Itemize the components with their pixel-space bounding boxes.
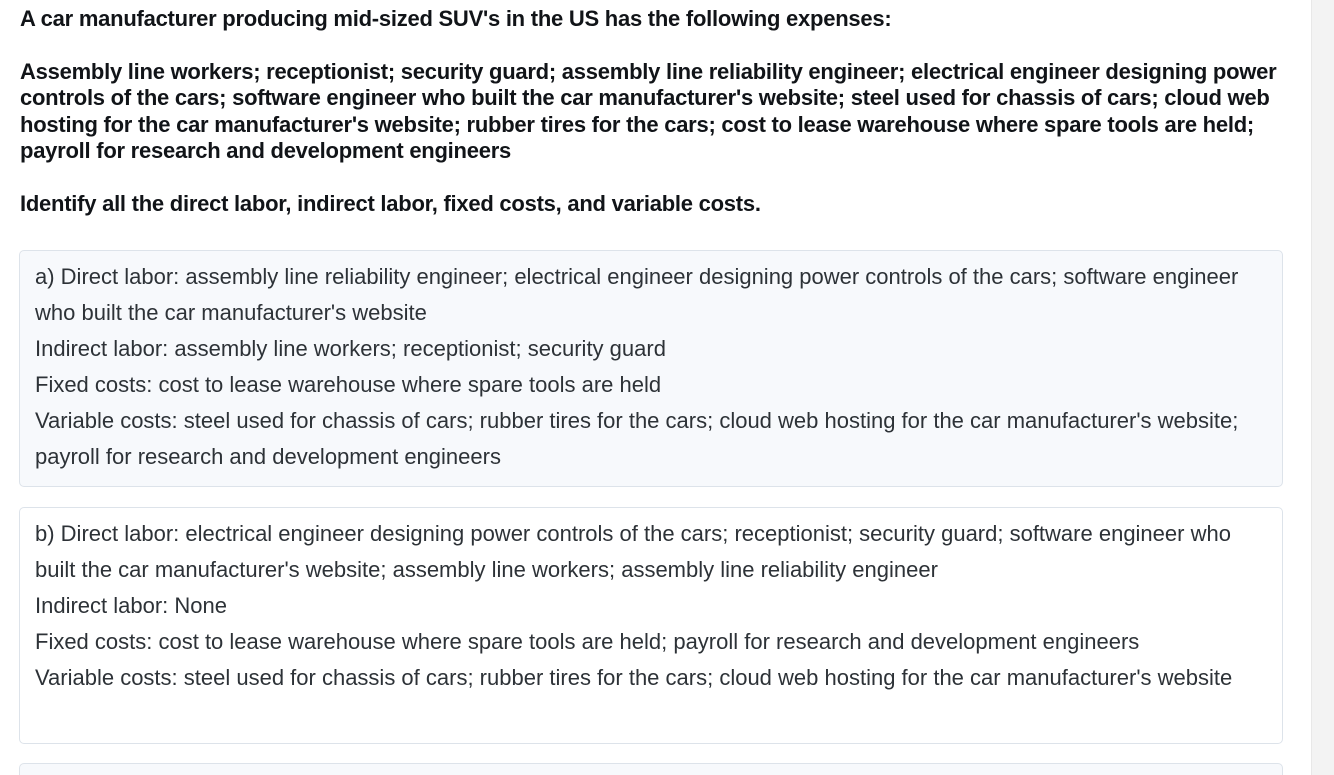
answer-option-a[interactable] (19, 250, 1283, 487)
answer-option-c-partial[interactable] (19, 763, 1283, 775)
vertical-scrollbar[interactable] (1311, 0, 1334, 775)
option-a-direct-labor: a) Direct labor: assembly line reliability engineer; electrical engineer designing power controls of the cars; software engineer who built the car manufacturer's website (35, 264, 1239, 325)
option-b-variable-costs: Variable costs: steel used for chassis of cars; rubber tires for the cars; cloud web hosting for the car manufacturer's website (35, 665, 1233, 690)
option-a-variable-costs: Variable costs: steel used for chassis of cars; rubber tires for the cars; cloud web hosting for the car manufacturer's website; payroll for research and development engineers (35, 408, 1239, 469)
option-b-direct-labor: b) Direct labor: electrical engineer designing power controls of the cars; receptionist; security guard; software engineer who built the car manufacturer's website; assembly line workers; assembly line reliability engineer (35, 521, 1231, 582)
option-b-fixed-costs: Fixed costs: cost to lease warehouse where spare tools are held; payroll for research and development engineers (35, 629, 1140, 654)
question-expenses: Assembly line workers; receptionist; security guard; assembly line reliability engineer; electrical engineer designing power controls of the cars; software engineer who built the car manufacturer's website; steel used for chassis of cars; cloud web hosting for the car manufacturer's website; rubber tires for the cars; cost to lease warehouse where spare tools are held; payroll for research and development engineers (20, 59, 1277, 163)
question-intro: A car manufacturer producing mid-sized SUV's in the US has the following expenses: (20, 6, 892, 31)
option-b-indirect-labor: Indirect labor: None (35, 593, 227, 618)
question-instruction: Identify all the direct labor, indirect labor, fixed costs, and variable costs. (20, 191, 761, 216)
option-a-fixed-costs: Fixed costs: cost to lease warehouse where spare tools are held (35, 372, 662, 397)
answer-option-b[interactable] (19, 507, 1283, 744)
option-a-indirect-labor: Indirect labor: assembly line workers; receptionist; security guard (35, 336, 666, 361)
